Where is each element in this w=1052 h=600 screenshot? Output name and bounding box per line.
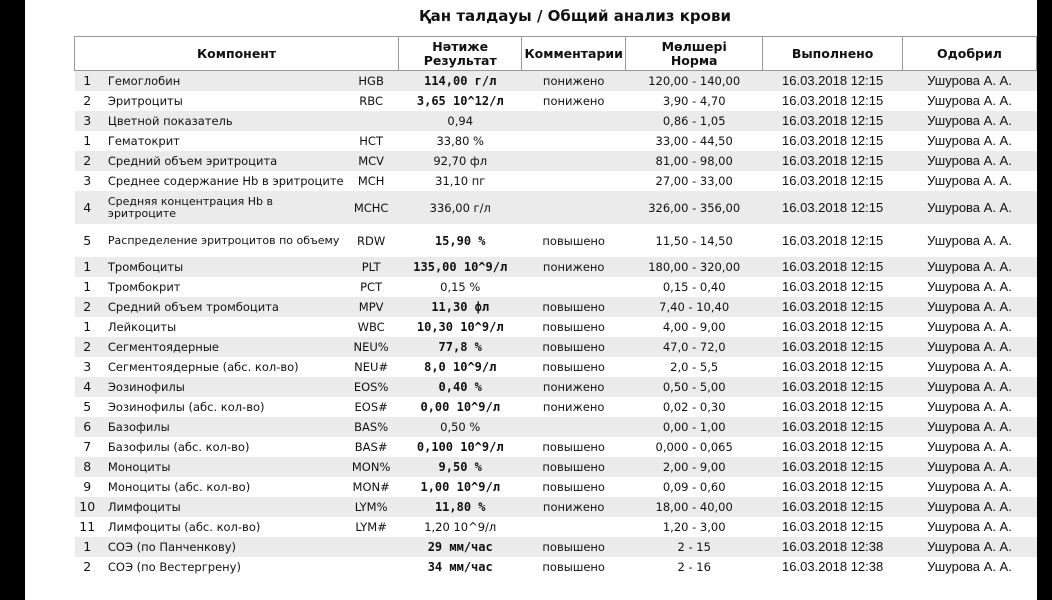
norm-range: 0,02 - 0,30 [662, 400, 726, 414]
row-number: 2 [75, 337, 102, 357]
done-date: 16.03.2018 12:15 [782, 399, 884, 414]
right-black-margin [1037, 0, 1052, 600]
left-black-margin [0, 0, 25, 600]
component-name: Среднее содержание Hb в эритроците [107, 174, 344, 188]
approved-by: Ушурова А. А. [927, 279, 1012, 294]
row-number: 5 [83, 232, 92, 248]
row-number: 1 [75, 257, 102, 277]
comment-value: повышено [542, 480, 605, 494]
component-code: LYM% [344, 497, 399, 517]
result-value: 0,00 10^9/л [420, 400, 500, 414]
approved-by: Ушурова А. А. [902, 337, 1036, 357]
norm-range: 81,00 - 98,00 [626, 151, 763, 171]
approved-by: Ушурова А. А. [927, 479, 1012, 494]
done-date: 16.03.2018 12:15 [782, 93, 884, 108]
header-approved: Одобрил [902, 37, 1036, 71]
component-code: MCH [357, 174, 385, 188]
comment-value: повышено [522, 457, 626, 477]
result-value: 15,90 % [434, 233, 486, 248]
approved-by: Ушурова А. А. [902, 417, 1036, 437]
result-value: 135,00 10^9/л [399, 257, 522, 277]
component-code [344, 557, 399, 577]
norm-range: 2 - 16 [677, 560, 711, 574]
component-code: HCT [359, 134, 383, 148]
done-date: 16.03.2018 12:15 [782, 279, 884, 294]
component-code [344, 111, 399, 131]
norm-range: 2,00 - 9,00 [626, 457, 763, 477]
done-date: 16.03.2018 12:15 [782, 232, 884, 248]
component-name: Гематокрит [107, 134, 180, 148]
norm-range: 0,50 - 5,00 [626, 377, 763, 397]
table-row [75, 91, 1037, 111]
comment-value: повышено [522, 297, 626, 317]
component-code: RDW [357, 233, 386, 248]
row-number: 11 [79, 519, 96, 534]
header-result [399, 37, 522, 71]
result-value: 77,8 % [399, 337, 522, 357]
header-norm-ru: Норма [670, 52, 718, 68]
norm-range: 2 - 15 [626, 537, 763, 557]
done-date: 16.03.2018 12:15 [782, 319, 884, 334]
approved-by: Ушурова А. А. [902, 257, 1036, 277]
results-table [74, 36, 1037, 577]
result-value: 114,00 г/л [399, 71, 522, 92]
approved-by: Ушурова А. А. [927, 519, 1012, 534]
result-value: 92,70 фл [399, 151, 522, 171]
row-number: 3 [75, 111, 102, 131]
result-value: 11,30 фл [399, 297, 522, 317]
result-value: 0,50 % [399, 417, 522, 437]
row-number: 10 [75, 497, 102, 517]
component-name: Эритроциты [107, 94, 183, 108]
result-value: 0,94 [399, 111, 522, 131]
comment-value: понижено [522, 257, 626, 277]
approved-by: Ушурова А. А. [927, 133, 1012, 148]
approved-by: Ушурова А. А. [902, 497, 1036, 517]
component-code: MCHC [344, 191, 399, 224]
table-row [75, 337, 1037, 357]
approved-by: Ушурова А. А. [902, 377, 1036, 397]
row-number: 1 [75, 71, 102, 92]
approved-by: Ушурова А. А. [927, 399, 1012, 414]
table-body [75, 71, 1037, 578]
approved-by: Ушурова А. А. [902, 191, 1036, 224]
header-norm-kz: Мөлшері [661, 38, 727, 54]
component-code: LYM# [355, 520, 387, 534]
table-row [75, 417, 1037, 437]
component-name: Гемоглобин [102, 71, 344, 92]
component-name: Средняя концентрация Hb в эритроците [102, 191, 344, 224]
approved-by: Ушурова А. А. [902, 457, 1036, 477]
comment-value: понижено [542, 94, 605, 108]
result-value: 8,0 10^9/л [424, 360, 497, 374]
component-code [344, 537, 399, 557]
comment-value: повышено [542, 440, 605, 454]
component-name: Эозинофилы (абс. кол-во) [107, 400, 265, 414]
component-code: MON# [352, 480, 390, 494]
header-done: Выполнено [763, 37, 903, 71]
component-name: СОЭ (по Вестергрену) [107, 560, 241, 574]
table-row [75, 317, 1037, 337]
result-value: 11,80 % [399, 497, 522, 517]
comment-value [522, 111, 626, 131]
table-row [75, 357, 1037, 377]
done-date: 16.03.2018 12:15 [782, 519, 884, 534]
result-value: 34 мм/час [427, 560, 493, 574]
done-date: 16.03.2018 12:15 [763, 377, 903, 397]
component-name: Моноциты (абс. кол-во) [107, 480, 251, 494]
component-code: MCV [344, 151, 399, 171]
component-code: MON% [344, 457, 399, 477]
approved-by: Ушурова А. А. [927, 93, 1012, 108]
component-code: BAS# [354, 440, 388, 454]
done-date: 16.03.2018 12:38 [782, 559, 884, 574]
component-name: Лейкоциты [107, 320, 177, 334]
norm-range: 7,40 - 10,40 [626, 297, 763, 317]
done-date: 16.03.2018 12:15 [763, 71, 903, 92]
component-name: Базофилы [102, 417, 344, 437]
done-date: 16.03.2018 12:15 [782, 133, 884, 148]
row-number: 4 [75, 191, 102, 224]
component-name: Моноциты [102, 457, 344, 477]
component-code: EOS% [344, 377, 399, 397]
table-row [75, 151, 1037, 171]
table-row [75, 277, 1037, 297]
comment-value: повышено [522, 337, 626, 357]
done-date: 16.03.2018 12:15 [763, 151, 903, 171]
approved-by: Ушурова А. А. [927, 439, 1012, 454]
component-name: Тромбоциты [102, 257, 344, 277]
approved-by: Ушурова А. А. [902, 297, 1036, 317]
done-date: 16.03.2018 12:15 [763, 191, 903, 224]
norm-range: 1,20 - 3,00 [662, 520, 726, 534]
row-number: 4 [75, 377, 102, 397]
result-value: 0,40 % [399, 377, 522, 397]
comment-value [522, 171, 626, 191]
approved-by: Ушурова А. А. [927, 319, 1012, 334]
component-name: Средний объем тромбоцита [102, 297, 344, 317]
component-name: СОЭ (по Панченкову) [102, 537, 344, 557]
row-number: 2 [83, 93, 92, 108]
table-row [75, 397, 1037, 417]
norm-range: 27,00 - 33,00 [655, 174, 733, 188]
component-code: RBC [359, 94, 383, 108]
approved-by: Ушурова А. А. [902, 537, 1036, 557]
component-name: Лимфоциты [102, 497, 344, 517]
norm-range: 326,00 - 356,00 [626, 191, 763, 224]
norm-range: 0,000 - 0,065 [655, 440, 733, 454]
row-number: 8 [75, 457, 102, 477]
table-row [75, 111, 1037, 131]
norm-range: 3,90 - 4,70 [662, 94, 726, 108]
approved-by: Ушурова А. А. [927, 173, 1012, 188]
document-title: Қан талдауы / Общий анализ крови [419, 7, 731, 25]
approved-by: Ушурова А. А. [902, 111, 1036, 131]
component-code: NEU% [344, 337, 399, 357]
result-value: 336,00 г/л [399, 191, 522, 224]
row-number: 6 [75, 417, 102, 437]
norm-range: 0,00 - 1,00 [626, 417, 763, 437]
comment-value: повышено [522, 537, 626, 557]
done-date: 16.03.2018 12:15 [763, 337, 903, 357]
comment-value [522, 277, 626, 297]
component-name: Лимфоциты (абс. кол-во) [107, 520, 261, 534]
table-row [75, 477, 1037, 497]
result-value: 33,80 % [436, 134, 484, 148]
done-date: 16.03.2018 12:15 [763, 111, 903, 131]
result-value: 0,15 % [440, 280, 481, 294]
component-code: HGB [344, 71, 399, 92]
comment-value: повышено [542, 360, 605, 374]
norm-range: 2,0 - 5,5 [670, 360, 719, 374]
table-row [75, 557, 1037, 577]
header-norm [626, 37, 763, 71]
comment-value [522, 191, 626, 224]
component-name: Распределение эритроцитов по объему [107, 233, 340, 247]
row-number: 1 [83, 319, 92, 334]
norm-range: 4,00 - 9,00 [662, 320, 726, 334]
done-date: 16.03.2018 12:15 [782, 439, 884, 454]
row-number: 7 [83, 439, 92, 454]
row-number: 2 [75, 151, 102, 171]
done-date: 16.03.2018 12:15 [782, 479, 884, 494]
norm-range: 11,50 - 14,50 [655, 233, 733, 248]
approved-by: Ушурова А. А. [927, 232, 1012, 248]
result-value: 29 мм/час [399, 537, 522, 557]
component-name: Базофилы (абс. кол-во) [107, 440, 250, 454]
component-code: NEU# [354, 360, 389, 374]
done-date: 16.03.2018 12:15 [782, 173, 884, 188]
row-number: 9 [83, 479, 92, 494]
comment-value: повышено [542, 560, 605, 574]
comment-value [522, 517, 626, 537]
done-date: 16.03.2018 12:15 [763, 297, 903, 317]
approved-by: Ушурова А. А. [927, 559, 1012, 574]
result-value: 1,00 10^9/л [420, 480, 500, 494]
done-date: 16.03.2018 12:15 [782, 359, 884, 374]
row-number: 2 [75, 297, 102, 317]
component-code: PLT [344, 257, 399, 277]
done-date: 16.03.2018 12:15 [763, 497, 903, 517]
table-row [75, 224, 1037, 257]
component-name: Средний объем эритроцита [102, 151, 344, 171]
comment-value [522, 131, 626, 151]
component-code: WBC [357, 320, 385, 334]
header-comment: Комментарии [522, 37, 626, 71]
done-date: 16.03.2018 12:15 [763, 417, 903, 437]
table-row [75, 191, 1037, 224]
table-header-row [75, 37, 1037, 71]
done-date: 16.03.2018 12:15 [763, 257, 903, 277]
approved-by: Ушурова А. А. [902, 71, 1036, 92]
result-value: 0,100 10^9/л [416, 440, 504, 454]
norm-range: 0,09 - 0,60 [662, 480, 726, 494]
norm-range: 0,15 - 0,40 [662, 280, 726, 294]
component-name: Эозинофилы [102, 377, 344, 397]
result-value: 9,50 % [399, 457, 522, 477]
table-row [75, 437, 1037, 457]
table-row [75, 537, 1037, 557]
norm-range: 47,0 - 72,0 [626, 337, 763, 357]
table-row [75, 517, 1037, 537]
norm-range: 0,86 - 1,05 [626, 111, 763, 131]
result-value: 10,30 10^9/л [416, 320, 504, 334]
result-value: 31,10 пг [435, 174, 486, 188]
component-code: BAS% [344, 417, 399, 437]
result-value: 3,65 10^12/л [416, 94, 504, 108]
component-code: PCT [360, 280, 383, 294]
comment-value [522, 417, 626, 437]
row-number: 1 [75, 537, 102, 557]
component-name: Цветной показатель [102, 111, 344, 131]
comment-value: повышено [542, 320, 605, 334]
done-date: 16.03.2018 12:38 [763, 537, 903, 557]
component-code: EOS# [354, 400, 388, 414]
component-name: Тромбокрит [107, 280, 181, 294]
comment-value: понижено [542, 400, 605, 414]
comment-value: повышено [542, 233, 605, 248]
component-name: Сегментоядерные [102, 337, 344, 357]
table-row [75, 171, 1037, 191]
table-row [75, 377, 1037, 397]
approved-by: Ушурова А. А. [927, 359, 1012, 374]
comment-value [522, 151, 626, 171]
row-number: 2 [83, 559, 92, 574]
norm-range: 120,00 - 140,00 [626, 71, 763, 92]
done-date: 16.03.2018 12:15 [763, 457, 903, 477]
table-row [75, 257, 1037, 277]
row-number: 3 [83, 173, 92, 188]
header-result-ru: Результат [423, 52, 497, 68]
table-row [75, 131, 1037, 151]
result-value: 1,20 10^9/л [424, 520, 497, 534]
header-component: Компонент [75, 37, 399, 71]
norm-range: 33,00 - 44,50 [655, 134, 733, 148]
norm-range: 18,00 - 40,00 [626, 497, 763, 517]
comment-value: понижено [522, 377, 626, 397]
component-name: Сегментоядерные (абс. кол-во) [107, 360, 299, 374]
norm-range: 180,00 - 320,00 [626, 257, 763, 277]
table-row [75, 297, 1037, 317]
row-number: 5 [83, 399, 92, 414]
document-page [25, 0, 1037, 600]
component-code: MPV [344, 297, 399, 317]
table-row [75, 457, 1037, 477]
header-result-kz: Нәтиже [432, 38, 489, 54]
row-number: 1 [83, 133, 92, 148]
table-row [75, 71, 1037, 92]
row-number: 3 [83, 359, 92, 374]
row-number: 1 [83, 279, 92, 294]
table-row [75, 497, 1037, 517]
comment-value: понижено [522, 497, 626, 517]
approved-by: Ушурова А. А. [902, 151, 1036, 171]
comment-value: понижено [522, 71, 626, 92]
